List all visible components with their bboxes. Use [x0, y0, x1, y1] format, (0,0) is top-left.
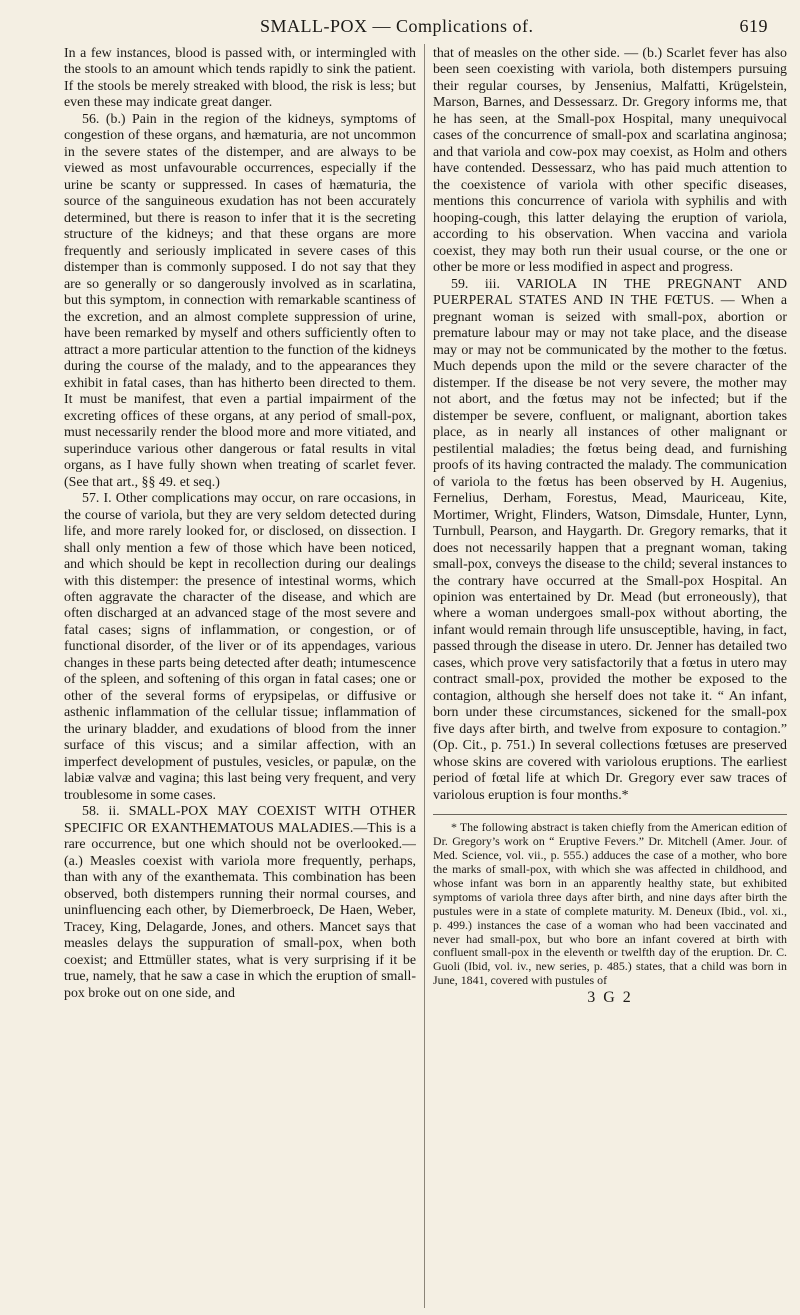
footnote-rule: [433, 814, 787, 815]
paragraph-56: 56. (b.) Pain in the region of the kidneys, symptoms of congestion of these organs, and hæmaturia, are not uncommon in the severe states of the distemper, and are always to be viewed as most unfavourable occurrences, especially if the urine be scanty or suppressed. In cases of hæmaturia, the source of the sanguineous exudation has not been accurately determined, but there is reason to infer that it is the secreting structure of the kidneys; and that these organs are more frequently and seriously implicated in severe cases of this distemper than is commonly supposed. I do not say that they are so generally or so dangerously involved as in scarlatina, but this symptom, in connection with remarkable scantiness of the excretion, and an almost complete suppression of urine, have been remarked by myself and others sufficiently often to attract a more particular attention to the function of the kidneys during the course of the malady, and to the appearances they exhibit in fatal cases, than has hitherto been directed to them. It must be manifest, that even a partial impairment of the excreting offices of these organs, at any period of small-pox, must necessarily render the blood more and more vitiated, and superinduce various other dangerous or fatal results in vital organs, as I have fully shown when treating of scarlet fever. (See that art., §§ 49. et seq.): [64, 111, 416, 490]
paragraph-59: 59. iii. VARIOLA IN THE PREGNANT AND PUERPERAL STATES AND IN THE FŒTUS. — When a pregnant woman is seized with small-pox, abortion or premature labour may or may not take place, and the disease may or may not be communicated by the mother to the fœtus. Much depends upon the mild or the severe character of the distemper. If the disease be not very severe, the mother may not abort, and the fœtus may not be infected; but if the distemper be severe, confluent, or malignant, abortion takes place, as in nearly all instances of other malignant or pestilential maladies; the fœtus being dead, and furnishing proofs of its having contracted the malady. The communication of variola to the fœtus has been observed by H. Augenius, Fernelius, Derham, Forestus, Mead, Mauriceau, Kite, Mortimer, Wright, Flinders, Watson, Dimsdale, Hunter, Lynn, Turnbull, Pearson, and Haygarth. Dr. Gregory remarks, that it does not necessarily happen that a pregnant woman, taking small-pox, conveys the disease to the child; several instances to the contrary have occurred at the Small-pox Hospital. An opinion was entertained by Dr. Mead (but erroneously), that where a woman undergoes small-pox without aborting, the infant would remain through life unsusceptible, having, in fact, passed through the disease in utero. Dr. Jenner has detailed two cases, which prove very satisfactorily that a fœtus in utero may contract small-pox, provided the mother be exposed to the contagion, although she herself does not take it. “ An infant, born under these circumstances, sickened for the small-pox five days after birth, and twelve from exposure to contagion.” (Op. Cit., p. 751.) In several collections fœtuses are preserved whose skins are covered with variolous eruptions. The earliest period of fœtal life at which Dr. Gregory ever saw traces of variolous eruption is four months.*: [433, 276, 787, 803]
page-number: 619: [739, 16, 768, 36]
left-column: [64, 46, 416, 1308]
paragraph: that of measles on the other side. — (b.) Scarlet fever has also been seen coexisting with variola, both distempers pursuing their regular courses, by Jensenius, Malfatti, Krügelstein, Marson, Barnes, and Dessessarz. Dr. Gregory informs me, that he has seen, at the Small-pox Hospital, many unequivocal cases of the concurrence of small-pox and scarlatina anginosa; and that variola and cow-pox may coexist, as Holm and others have contended. Dessessarz, who has paid much attention to the coexistence of variola with other specific diseases, mentions this concurrence of variola with syphilis and with hooping-cough, this latter delaying the eruption of variola, according to his observation. When vaccina and variola coexist, they may both run their usual course, or the one or other be more or less modified in aspect and progress.: [433, 46, 787, 276]
column-divider: [424, 44, 425, 1308]
running-title: SMALL-POX — Complications of.: [260, 16, 534, 36]
paragraph: In a few instances, blood is passed with, or intermingled with the stools to an amount which tends rapidly to sink the patient. If the stools be merely streaked with blood, the risk is less; but even these may indicate great danger.: [64, 46, 416, 111]
right-column: [433, 46, 787, 1308]
signature-mark: 3 G 2: [587, 989, 633, 1007]
paragraph-58: 58. ii. SMALL-POX MAY COEXIST WITH OTHER SPECIFIC OR EXANTHEMATOUS MALADIES.—This is a rare occurrence, but one which should not be overlooked.—(a.) Measles coexist with variola more frequently, perhaps, than with any of the exanthemata. This combination has been observed, both distempers running their normal courses, and uninfluencing each other, by Diemerbroeck, De Haen, Weber, Tracey, King, Delagarde, Jones, and others. Mancet says that measles delays the suppuration of small-pox, when both coexist; and Ettmüller states, what is very surprising if it be true, namely, that he saw a case in which the eruption of small-pox broke out on one side, and: [64, 804, 416, 1001]
running-header: [64, 12, 780, 42]
footnote: * The following abstract is taken chiefly from the American edition of Dr. Gregory’s work on “ Eruptive Fevers.” Dr. Mitchell (Amer. Jour. of Med. Science, vol. vii., p. 555.) adduces the case of a mother, who bore the marks of small-pox, with which she was affected in childhood, and whose infant was born in an apparently healthy state, but exhibited symptoms of variola three days after birth, and nine days after birth the pustules were in a state of complete maturity. M. Deneux (Ibid., vol. xi., p. 499.) instances the case of a woman who had been vaccinated and never had small-pox, but who bore an infant covered at birth with confluent small-pox in the eleventh or twelfth day of the eruption. Dr. C. Guoli (Ibid, vol. iv., new series, p. 485.) states, that a child was born in June, 1841, covered with pustules of: [433, 820, 787, 988]
paragraph-57: 57. I. Other complications may occur, on rare occasions, in the course of variola, but they are very seldom detected during life, and more rarely looked for, or disclosed, on dissection. I shall only mention a few of those which have been noticed, and which should be kept in recollection during our dealings with this distemper: the presence of intestinal worms, which often aggravate the character of the disease, and which are often discharged at an advanced stage of the most severe and fatal cases; signs of inflammation, or congestion, or of functional disorder, of the liver or of its appendages, various changes in these parts being detected after death; intumescence of the spleen, and softening of this organ in fatal cases; one or other of the several forms of erypsipelas, or diffusive or asthenic inflammation of the cellular tissue; inflammation of the urinary bladder, and exudations of blood from the inner surface of this viscus; and a similar affection, with an imperfect development of pustules, vesicles, or papulæ, on the labiæ valvæ and vagina; this last being very frequent, and very troublesome in some cases.: [64, 491, 416, 803]
